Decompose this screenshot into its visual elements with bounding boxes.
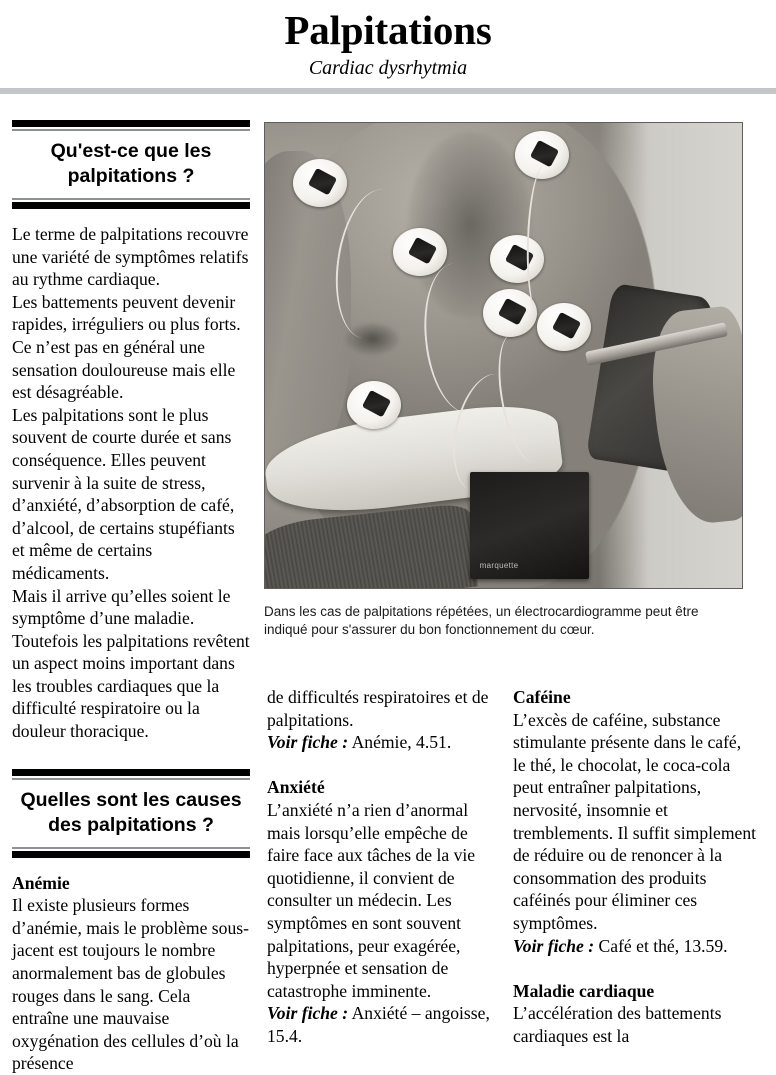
- subsection-title-anemie: Anémie: [12, 872, 70, 893]
- figure-ecg-photo: [264, 122, 743, 639]
- section-heading-causes: [12, 769, 250, 858]
- section-heading-what-are-palpitations: [12, 120, 250, 209]
- rule-thick-top: [12, 120, 250, 127]
- ecg-device-brand-label: marquette: [479, 561, 519, 571]
- subsection-title-cafeine: Caféine: [513, 687, 571, 707]
- subsection-text-maladie-cardiaque: L’accélération des battements cardiaques est la: [513, 1003, 722, 1046]
- subsection-title-maladie-cardiaque: Maladie cardiaque: [513, 980, 655, 1001]
- header-divider: [0, 88, 776, 94]
- subsection-text-anxiete: L’anxiété n’a rien d’anormal mais lorsqu’elle empêche de faire face aux tâches de la vie quotidienne, il convient de consulter un médecin. Les symptômes en sont souvent palpitations, peur exagérée, hyperpnée et sensation de catastrophe imminente.: [267, 799, 476, 1001]
- middle-column: [267, 686, 503, 1048]
- section-heading-label: Qu'est-ce que les palpitations ?: [50, 140, 212, 187]
- paragraph-beats: Les battements peuvent devenir rapides, irréguliers ou plus forts. Ce n’est pas en général une sensation douloureuse mais elle est désagréable.: [12, 291, 241, 403]
- rule-thick-top: [12, 769, 250, 776]
- reference-value: Café et thé, 13.59.: [598, 935, 728, 956]
- paragraph-spacer: [267, 754, 503, 777]
- page-header: [0, 0, 776, 80]
- rule-thick-bottom: [12, 851, 250, 858]
- section-heading-label: Quelles sont les causes des palpitations ?: [20, 788, 242, 836]
- reference-cafeine: [513, 935, 758, 958]
- rule-thick-bottom: [12, 202, 250, 209]
- reference-label: Voir fiche :: [267, 732, 349, 753]
- photo-ecg-patient: [264, 122, 743, 589]
- ecg-electrode: [537, 303, 591, 351]
- rule-thin-bottom: [12, 847, 250, 849]
- photo-ecg-recorder: [470, 472, 589, 579]
- subsection-text-cafeine: L’excès de caféine, substance stimulante présente dans le café, le thé, le chocolat, le coca-cola peut entraîner palpitations, nervosité, insomnie et tremblements. Il suffit simplement de réduire ou de renoncer à la consommation des produits caféinés pour éliminer ces symptômes.: [513, 709, 757, 933]
- ecg-electrode: [293, 159, 347, 207]
- paragraph-definition: Le terme de palpitations recouvre une variété de symptômes relatifs au rythme cardiaque.: [12, 224, 249, 290]
- paragraph-duration-causes: Les palpitations sont le plus souvent de courte durée et sans conséquence. Elles peuvent survenir à la suite de stress, d’anxiété, d’absorption de café, d’alcool, de certains stupéfiants et même de certains médicaments.: [12, 404, 235, 583]
- subsection-title-anxiete: Anxiété: [267, 777, 325, 798]
- paragraph-spacer: [513, 957, 758, 980]
- rule-thin-bottom: [12, 198, 250, 200]
- page-title: Palpitations: [284, 7, 492, 53]
- reference-value: Anxiété – angoisse, 15.4.: [267, 1003, 490, 1046]
- page-subtitle: Cardiac dysrhytmia: [308, 57, 468, 79]
- paragraph-disease-symptom: Mais il arrive qu’elles soient le symptôme d’une maladie. Toutefois les palpitations revêtent un aspect moins important dans les troubles cardiaques que la difficulté respiratoire ou la douleur thoracique.: [12, 585, 250, 742]
- ecg-electrode: [347, 381, 401, 429]
- reference-value: Anémie, 4.51.: [351, 732, 452, 753]
- reference-label: Voir fiche :: [513, 935, 595, 956]
- left-column: [12, 120, 250, 1075]
- reference-anemie: [267, 731, 503, 754]
- subsection-text-anemie: Il existe plusieurs formes d’anémie, mais le problème sous-jacent est toujours le nombre anormalement bas de globules rouges dans le sang. Cela entraîne une mauvaise oxygénation des cellules d’où la présence: [12, 895, 249, 1074]
- reference-anxiete: [267, 1002, 503, 1047]
- right-column: [513, 686, 758, 1048]
- reference-label: Voir fiche :: [267, 1003, 349, 1024]
- paragraph-anemie-continuation: de difficultés respiratoires et de palpitations.: [267, 687, 489, 730]
- photo-caption: Dans les cas de palpitations répétées, un électrocardiogramme peut être indiqué pour s'assurer du bon fonctionnement du cœur.: [264, 604, 699, 637]
